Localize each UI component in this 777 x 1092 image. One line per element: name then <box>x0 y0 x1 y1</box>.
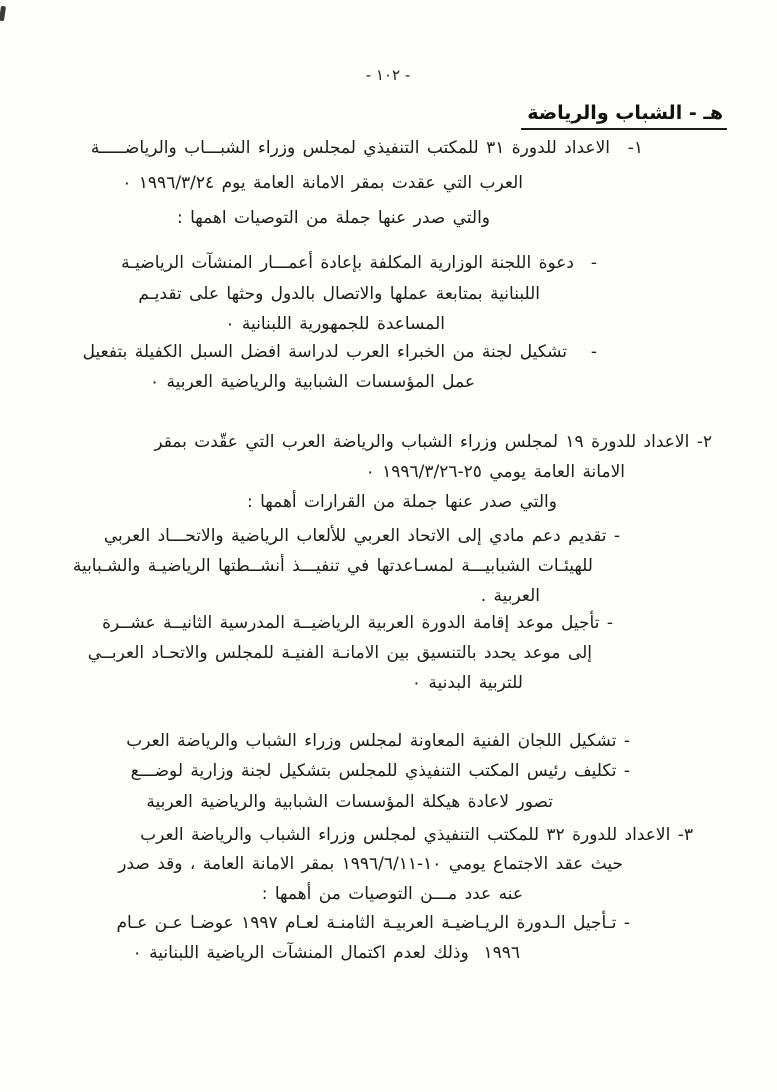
item2-sub4-line: - تكليف رئيس المكتب التنفيذي للمجلس بتشكيل لجنة وزارية لوضـــع <box>130 761 630 781</box>
item2-line: ٢- الاعداد للدورة ١٩ لمجلس وزراء الشباب والرياضة العرب التي عقّدت بمقر <box>154 432 712 452</box>
item1-sub1-line: المساعدة للجمهورية اللبنانية ٠ <box>225 314 445 334</box>
item3-sub1-line: - تـأجيل الـدورة الريـاضيـة العربيـة الثامنـة لعـام ١٩٩٧ عوضـا عـن عـام <box>116 913 630 933</box>
list-marker-item1: ١- <box>627 138 643 158</box>
item2-sub1-line: للهيئـات الشبابيـــة لمسـاعدتها في تنفيـــذ أنشــطتها الرياضيـة والشـبابية <box>72 556 593 576</box>
item1-sub2-line: عمل المؤسسات الشبابية والرياضية العربية ٠ <box>149 372 475 392</box>
item1-sub1-line: اللبنانية بمتابعة عملها والاتصال بالدول وحثها على تقديـم <box>138 284 540 304</box>
item2-sub2-line: - تأجيل موعد إقامة الدورة العربية الرياضيــة المدرسية الثانيــة عشــرة <box>102 613 613 633</box>
item3-sub1-line: ١٩٩٦ وذلك لعدم اكتمال المنشآت الرياضية اللبنانية ٠ <box>132 943 520 963</box>
item1-line: والتي صدر عنها جملة من التوصيات اهمها : <box>176 208 490 228</box>
item3-line: ٣- الاعداد للدورة ٣٢ للمكتب التنفيذي لمجلس وزراء الشباب والرياضة العرب <box>140 825 693 845</box>
item2-sub4-line: تصور لاعادة هيكلة المؤسسات الشبابية والرياضية العربية <box>146 792 553 812</box>
page-number: - ١٠٢ - <box>365 66 411 84</box>
item2-sub3-line: - تشكيل اللجان الفنية المعاونة لمجلس وزراء الشباب والرياضة العرب <box>126 731 630 751</box>
item3-line: عنه عدد مـــن التوصيات من أهمها : <box>261 884 523 904</box>
item2-line: الامانة العامة يومي ٢٥-١٩٩٦/٣/٢٦ ٠ <box>365 462 625 482</box>
item3-line: حيث عقد الاجتماع يومي ١٠-١٩٩٦/٦/١١ بمقر الامانة العامة ، وقد صدر <box>118 854 623 874</box>
item1-sub2-line: تشكيل لجنة من الخبراء العرب لدراسة افضل السبل الكفيلة بتفعيل <box>82 342 567 362</box>
item2-sub2-line: للتربية البدنية ٠ <box>411 673 523 693</box>
dash-marker: - <box>590 253 597 273</box>
item1-line: الاعداد للدورة ٣١ للمكتب التنفيذي لمجلس وزراء الشبـــاب والرياضـــــة <box>90 138 610 158</box>
item2-sub1-line: العربية . <box>480 586 540 606</box>
item2-sub2-line: إلى موعد يحدد بالتنسيق بين الامانـة الفنيـة للمجلس والاتحـاد العربــي <box>87 643 592 663</box>
dash-marker: - <box>590 342 597 362</box>
scan-artifact-mark <box>0 6 6 22</box>
item1-line: العرب التي عقدت بمقر الامانة العامة يوم ١٩٩٦/٣/٢٤ ٠ <box>122 173 523 193</box>
item2-line: والتي صدر عنها جملة من القرارات أهمها : <box>246 492 557 512</box>
item2-sub1-line: - تقديم دعم مادي إلى الاتحاد العربي للألعاب الرياضية والاتحـــاد العربي <box>103 526 620 546</box>
item1-sub1-line: دعوة اللجنة الوزارية المكلفة بإعادة أعمـــار المنشآت الرياضيـة <box>121 253 574 273</box>
section-heading: هـ - الشباب والرياضة <box>521 100 727 130</box>
